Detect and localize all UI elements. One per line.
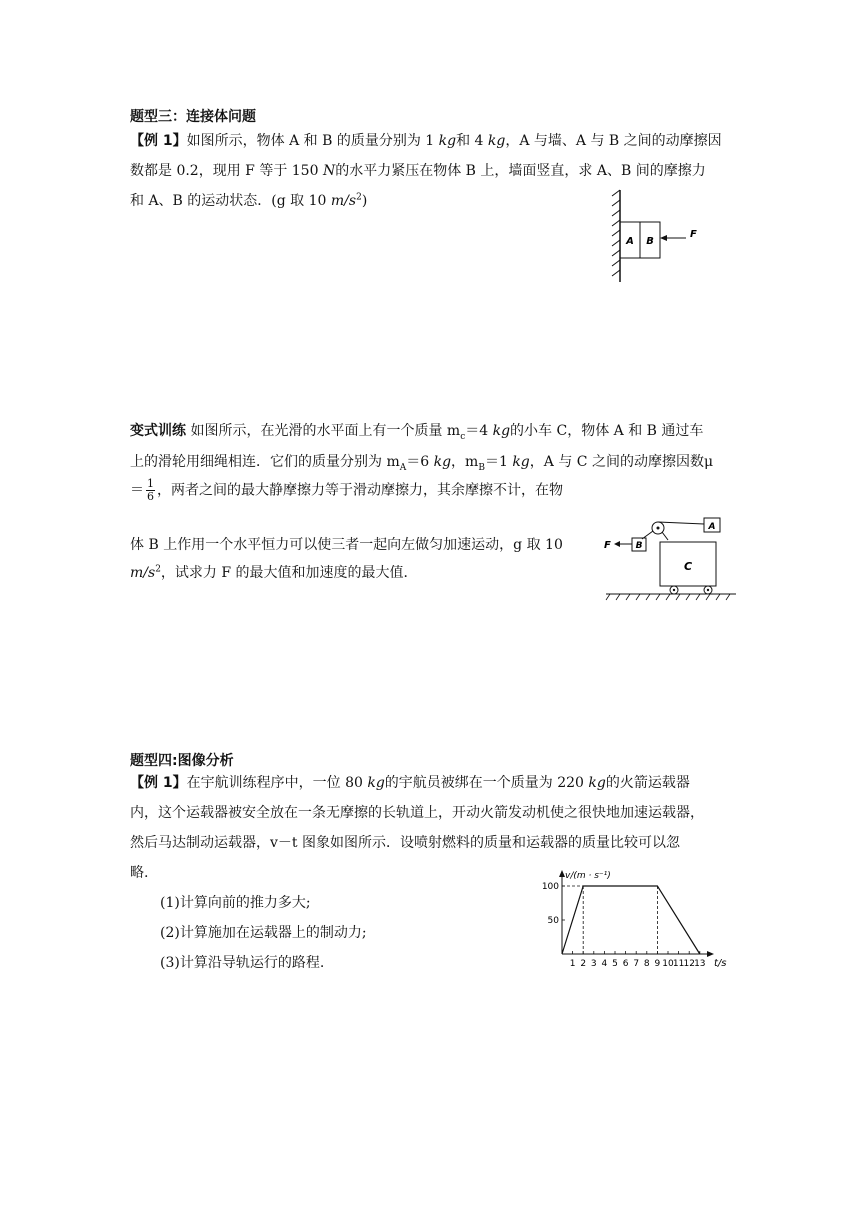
variant-tag: 变式训练 <box>130 423 186 439</box>
label-b: B <box>635 541 643 551</box>
unit-kg: kg <box>492 423 511 439</box>
text-span: ＝1 <box>484 454 513 470</box>
subscript: B <box>478 462 485 473</box>
pulley-axle <box>657 527 660 530</box>
unit-kg: kg <box>487 133 506 149</box>
chart-dashed-guides <box>562 886 657 954</box>
text-span: 数都是 0.2，现用 F 等于 150 <box>130 163 323 179</box>
variant-line-1 <box>130 420 703 442</box>
label-f: F <box>690 229 697 240</box>
text-span: ＝6 <box>406 454 434 470</box>
text-span: 的小车 C，物体 A 和 B 通过车 <box>510 423 704 439</box>
example-1-line-2 <box>130 160 706 180</box>
example-4-line-3: 然后马达制动运载器，v－t 图象如图所示．设喷射燃料的质量和运载器的质量比较可以忽 <box>130 835 680 851</box>
text-span: 体 B 上作用一个水平恒力可以使三者一起向左做匀加速运动，g 取 10 <box>130 537 563 553</box>
text-span: 在宇航训练程序中，一位 80 <box>186 775 368 791</box>
wall-hatching <box>612 190 620 276</box>
example-tag: 【例 1】 <box>130 133 187 149</box>
text-span: ) <box>361 193 368 209</box>
x-tick-label: 9 <box>654 959 661 969</box>
text-span: 上的滑轮用细绳相连．它们的质量分别为 m <box>130 454 400 470</box>
unit-kg: kg <box>512 454 530 470</box>
text-span: ，两者之间的最大静摩擦力等于滑动摩擦力，其余摩擦不计，在物 <box>157 482 563 499</box>
section-heading-3: 题型三：连接体问题 <box>130 109 256 125</box>
wall-blocks-figure <box>600 186 710 286</box>
label-f: F <box>604 540 611 551</box>
x-tick-label: 3 <box>590 959 597 969</box>
example-1-line-1 <box>130 130 722 150</box>
force-arrow-head <box>660 235 667 241</box>
x-tick-label: 10 <box>662 959 674 969</box>
variant-line-5 <box>130 562 418 582</box>
x-tick-label: 5 <box>612 959 618 969</box>
x-tick-label: 1 <box>569 959 576 969</box>
unit-kg: kg <box>438 133 457 149</box>
label-a: A <box>708 522 716 532</box>
y-axis-label: v/(m · s⁻¹) <box>565 871 611 881</box>
x-axis-arrow <box>707 951 714 957</box>
variant-line-4 <box>130 534 563 554</box>
example-4-line-4: 略. <box>130 865 149 881</box>
x-tick-label: 12 <box>683 959 695 969</box>
force-arrow-head <box>614 541 620 547</box>
unit-ms: m/s <box>330 193 357 209</box>
x-tick-label: 7 <box>633 959 640 969</box>
x-tick-label: 6 <box>622 959 629 969</box>
example-1-line-3 <box>130 190 367 210</box>
y-tick-label: 50 <box>547 916 559 926</box>
text-span: ，m <box>451 454 479 470</box>
subscript: A <box>399 462 407 473</box>
label-a: A <box>626 236 634 247</box>
x-tick-label: 2 <box>580 959 587 969</box>
text-span: 和 4 <box>456 133 488 149</box>
example-4-line-1 <box>130 772 690 792</box>
variant-line-2 <box>130 451 713 473</box>
superscript: 2 <box>356 192 362 203</box>
text-span: 的火箭运载器 <box>605 775 690 791</box>
subscript: c <box>460 431 466 442</box>
text-span: ＝4 <box>465 423 493 439</box>
x-tick-label: 11 <box>672 959 685 969</box>
fraction-denominator: 6 <box>147 490 154 503</box>
label-b: B <box>646 236 654 247</box>
question-2: (2)计算施加在运载器上的制动力; <box>160 925 367 941</box>
wheel-left-hub <box>673 589 675 591</box>
question-3: (3)计算沿导轨运行的路程. <box>160 955 325 971</box>
x-tick-label: 4 <box>601 959 608 969</box>
text-span: ，A 与墙、A 与 B 之间的动摩擦因 <box>505 133 722 149</box>
text-span: 如图所示，在光滑的水平面上有一个质量 m <box>190 423 461 439</box>
unit-kg: kg <box>588 775 606 791</box>
x-axis-label: t/s <box>714 958 727 969</box>
pulley-bracket <box>662 532 668 540</box>
text-span: 如图所示，物体 A 和 B 的质量分别为 1 <box>186 133 439 149</box>
velocity-time-chart <box>538 866 738 970</box>
text-span: ，A 与 C 之间的动摩擦因数μ <box>529 454 714 470</box>
superscript: 2 <box>155 564 161 575</box>
velocity-series-line <box>562 886 700 954</box>
rope-horizontal <box>658 522 704 524</box>
unit-ms: m/s <box>130 565 156 581</box>
text-span: 的宇航员被绑在一个质量为 220 <box>384 775 589 791</box>
x-tick-label: 8 <box>643 959 650 969</box>
cart-pulley-figure <box>600 512 740 602</box>
variant-line-3 <box>130 478 563 503</box>
ground-hatching <box>606 594 730 600</box>
example-4-line-2: 内，这个运载器被安全放在一条无摩擦的长轨道上，开动火箭发动机使之很快地加速运载器， <box>130 805 704 821</box>
example-tag: 【例 1】 <box>130 775 187 791</box>
unit-kg: kg <box>367 775 385 791</box>
text-span: ，试求力 F 的最大值和加速度的最大值． <box>160 565 418 581</box>
label-c: C <box>683 560 693 573</box>
text-span: ＝ <box>130 482 144 499</box>
y-tick-label: 100 <box>541 882 559 892</box>
question-1: (1)计算向前的推力多大; <box>160 895 311 911</box>
wheel-right-hub <box>707 589 709 591</box>
text-span: 和 A、B 的运动状态．(g 取 10 <box>130 193 331 209</box>
text-span: 的水平力紧压在物体 B 上，墙面竖直，求 A、B 间的摩擦力 <box>335 163 706 179</box>
section-heading-4: 题型四:图像分析 <box>130 753 234 769</box>
x-tick-label: 13 <box>694 959 706 969</box>
unit-kg: kg <box>433 454 452 470</box>
fraction-numerator: 1 <box>147 477 154 490</box>
unit-n: N <box>322 163 336 179</box>
fraction-one-sixth <box>146 478 155 503</box>
